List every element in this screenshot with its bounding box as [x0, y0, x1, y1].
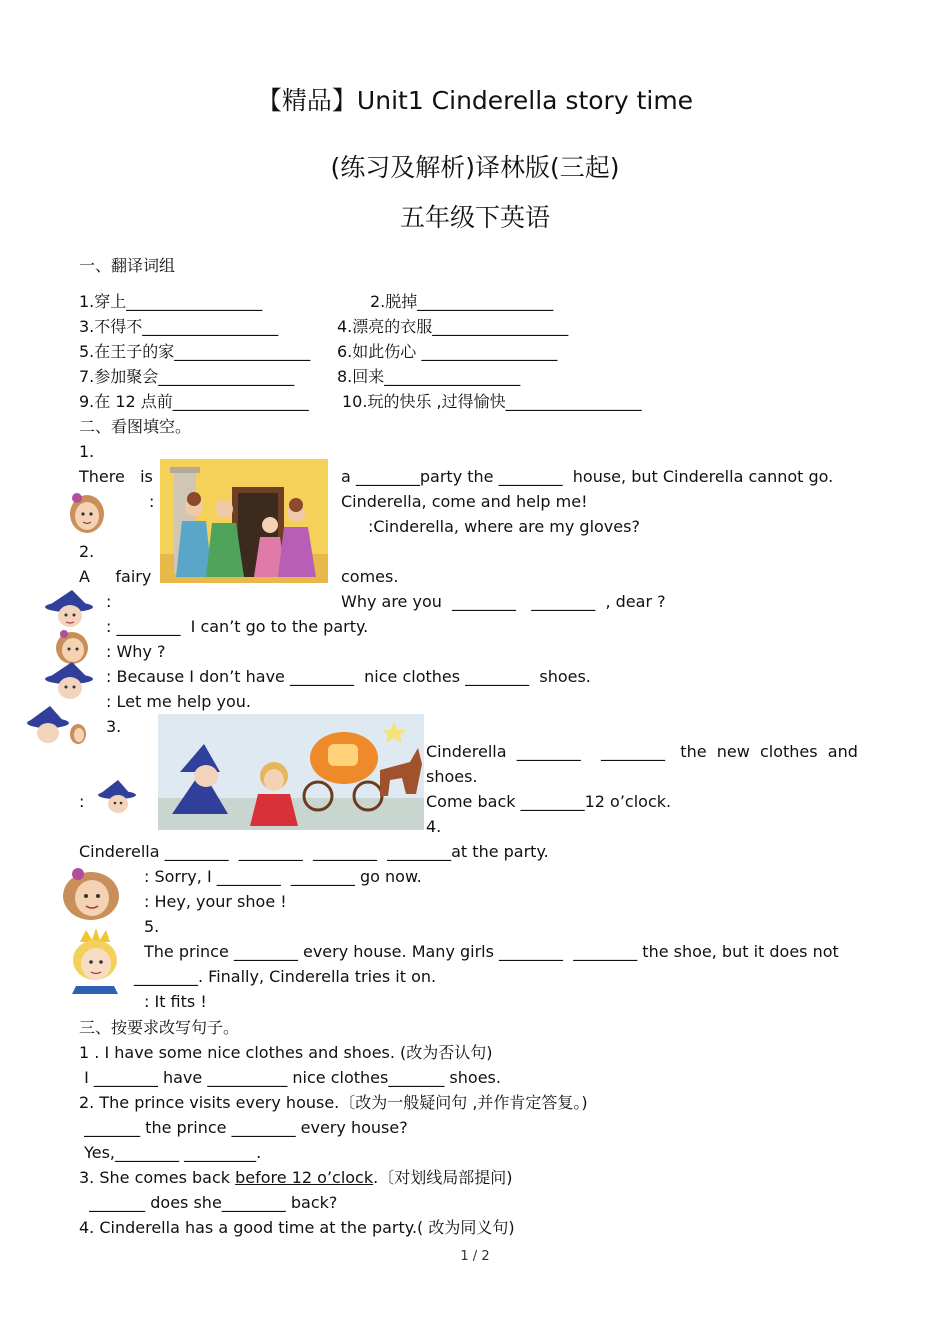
q4-line-b: : Sorry, I ________ ________ go now. — [144, 867, 422, 886]
phrase-item-10: 10.玩的快乐 ,过得愉快_________________ — [342, 392, 642, 411]
fairy-godmother-icon-3 — [96, 778, 140, 814]
q2-number: 2. — [79, 542, 95, 561]
sisters-doorway-illustration — [160, 459, 328, 583]
phrase-item-4: 4.漂亮的衣服_________________ — [337, 317, 569, 336]
phrase-item-6: 6.如此伤心 _________________ — [337, 342, 558, 361]
q5-line-a: The prince ________ every house. Many girls ________ ________ the shoe, but it does not — [144, 942, 839, 961]
q2-line-a-right: comes. — [341, 567, 399, 586]
rewrite-3-question-post: .〔对划线局部提问) — [373, 1168, 513, 1187]
q4-line-a: Cinderella ________ ________ ________ ________at the party. — [79, 842, 549, 861]
phrase-item-1: 1.穿上_________________ — [79, 292, 263, 311]
section-2-heading: 二、看图填空。 — [79, 417, 192, 436]
q1-line-a-right: a ________party the ________ house, but Cinderella cannot go. — [341, 467, 834, 486]
fairy-godmother-icon-2 — [42, 660, 96, 700]
q1-colon: : — [149, 492, 155, 511]
q2-line-e: : Because I don’t have ________ nice clothes ________ shoes. — [106, 667, 591, 686]
q5-number: 5. — [144, 917, 160, 936]
q1-number: 1. — [79, 442, 95, 461]
carriage-scene-illustration — [158, 714, 424, 830]
phrase-item-8: 8.回来_________________ — [337, 367, 521, 386]
rewrite-3-answer: _______ does she________ back? — [79, 1193, 338, 1212]
phrase-item-2: 2.脱掉_________________ — [370, 292, 554, 311]
q2-line-a-left: A fairy — [79, 567, 152, 586]
rewrite-1-question: 1 . I have some nice clothes and shoes. (改为否认句) — [79, 1043, 493, 1062]
section-3-heading: 三、按要求改写句子。 — [79, 1018, 240, 1037]
q3-number: 3. — [106, 717, 122, 736]
rewrite-2-question: 2. The prince visits every house.〔改为一般疑问句 ,并作肯定答复。) — [79, 1093, 588, 1112]
q2-line-b: Why are you ________ ________ , dear ? — [341, 592, 666, 611]
title-line-1: 【精品】Unit1 Cinderella story time — [256, 86, 694, 115]
rewrite-3-underlined-phrase: before 12 o’clock — [235, 1168, 374, 1187]
fairy-and-cinderella-icon — [26, 704, 88, 746]
q4-line-c: : Hey, your shoe ! — [144, 892, 287, 911]
q5-line-b: ________. Finally, Cinderella tries it on. — [134, 967, 437, 986]
q2-line-c: : ________ I can’t go to the party. — [106, 617, 369, 636]
phrase-item-3: 3.不得不_________________ — [79, 317, 279, 336]
q4-number: 4. — [426, 817, 442, 836]
rewrite-4-question: 4. Cinderella has a good time at the party.( 改为同义句) — [79, 1218, 515, 1237]
prince-face-icon — [66, 928, 122, 994]
rewrite-3-question — [79, 1168, 512, 1188]
rewrite-2-answer-2: Yes,________ _________. — [79, 1143, 262, 1162]
q3-line-a: Cinderella ________ ________ the new clothes and — [426, 742, 858, 761]
fairy-godmother-icon — [42, 588, 96, 628]
q1-line-b: Cinderella, come and help me! — [341, 492, 588, 511]
rewrite-3-question-pre: 3. She comes back — [79, 1168, 236, 1187]
q3-line-b: shoes. — [426, 767, 478, 786]
title-line-3: 五年级下英语 — [399, 203, 550, 232]
q2-colon: : — [106, 592, 112, 611]
q1-line-c: :Cinderella, where are my gloves? — [368, 517, 640, 536]
phrase-item-9: 9.在 12 点前_________________ — [79, 392, 309, 411]
phrase-item-5: 5.在王子的家_________________ — [79, 342, 311, 361]
title-line-2: (练习及解析)译林版(三起) — [330, 153, 620, 182]
page-number: 1 / 2 — [460, 1249, 490, 1264]
q2-line-d: : Why ? — [106, 642, 166, 661]
rewrite-2-answer-1: _______ the prince ________ every house? — [79, 1118, 408, 1137]
q1-line-a-left: There is — [79, 467, 153, 486]
cinderella-face-icon — [66, 488, 108, 536]
cinderella-face-icon-3 — [58, 864, 124, 922]
phrase-item-7: 7.参加聚会_________________ — [79, 367, 295, 386]
section-1-heading: 一、翻译词组 — [79, 256, 176, 275]
rewrite-1-answer: I ________ have __________ nice clothes_______ shoes. — [79, 1068, 501, 1087]
q3-colon: : — [79, 792, 85, 811]
q2-line-f: : Let me help you. — [106, 692, 251, 711]
q3-line-c: Come back ________12 o’clock. — [426, 792, 672, 811]
q5-line-c: : It fits ! — [144, 992, 207, 1011]
